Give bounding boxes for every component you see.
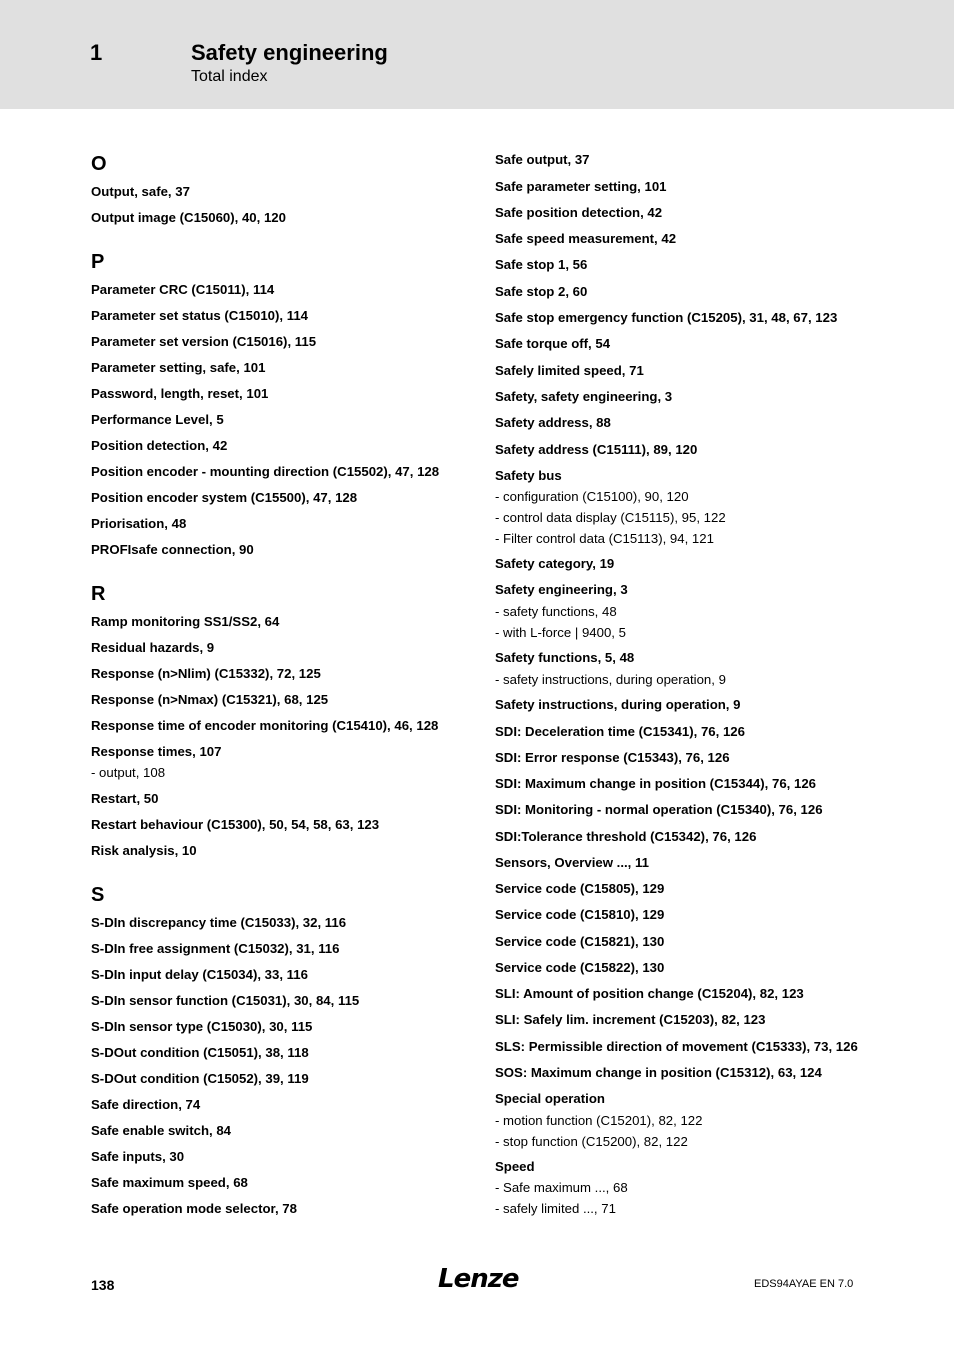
index-entry: S-DIn input delay (C15034), 33, 116	[91, 967, 308, 982]
index-entry: S-DIn sensor function (C15031), 30, 84, 115	[91, 993, 360, 1008]
index-entry: Risk analysis, 10	[91, 843, 197, 858]
index-entry: Output, safe, 37	[91, 184, 190, 199]
index-entry: Safe stop 2, 60	[495, 284, 588, 299]
index-subentry: - safety functions, 48	[495, 604, 617, 619]
index-entry: Ramp monitoring SS1/SS2, 64	[91, 614, 280, 629]
index-letter-o: O	[91, 153, 107, 175]
index-entry: Safety address (C15111), 89, 120	[495, 442, 698, 457]
index-subentry: - safety instructions, during operation, 9	[495, 672, 726, 687]
index-entry: Safe inputs, 30	[91, 1149, 185, 1164]
index-entry: SDI: Deceleration time (C15341), 76, 126	[495, 724, 745, 739]
chapter-number: 1	[90, 40, 103, 65]
index-entry: S-DOut condition (C15051), 38, 118	[91, 1045, 309, 1060]
index-entry: Service code (C15821), 130	[495, 934, 665, 949]
index-entry: Safe direction, 74	[91, 1097, 201, 1112]
index-entry: Safe parameter setting, 101	[495, 179, 667, 194]
index-entry: PROFIsafe connection, 90	[91, 542, 254, 557]
index-entry: Residual hazards, 9	[91, 640, 215, 655]
index-entry: Safe stop 1, 56	[495, 257, 588, 272]
index-entry: Sensors, Overview ..., 11	[495, 855, 649, 870]
index-subentry: - Filter control data (C15113), 94, 121	[495, 531, 714, 546]
index-entry: Position encoder - mounting direction (C15502), 47, 128	[91, 464, 440, 479]
index-entry: Safe torque off, 54	[495, 336, 611, 351]
chapter-subtitle: Total index	[191, 68, 268, 85]
index-entry: Response times, 107	[91, 744, 222, 759]
index-entry: S-DOut condition (C15052), 39, 119	[91, 1071, 309, 1086]
index-entry: S-DIn discrepancy time (C15033), 32, 116	[91, 915, 347, 930]
index-entry: Service code (C15810), 129	[495, 907, 665, 922]
index-entry: Safety, safety engineering, 3	[495, 389, 673, 404]
index-subentry: - output, 108	[91, 765, 166, 780]
index-entry: SDI: Maximum change in position (C15344), 76, 126	[495, 776, 816, 791]
document-id: EDS94AYAE EN 7.0	[754, 1278, 854, 1290]
index-subentry: - configuration (C15100), 90, 120	[495, 489, 689, 504]
index-entry: Safe stop emergency function (C15205), 31, 48, 67, 123	[495, 310, 838, 325]
index-entry: Safe enable switch, 84	[91, 1123, 231, 1138]
index-entry: Safely limited speed, 71	[495, 363, 644, 378]
index-subentry: - Safe maximum ..., 68	[495, 1180, 628, 1195]
index-entry: Response (n>Nmax) (C15321), 68, 125	[91, 692, 329, 707]
index-entry: Safety category, 19	[495, 556, 615, 571]
index-entry: Special operation	[495, 1091, 605, 1106]
index-letter-r: R	[91, 583, 106, 605]
index-subentry: - control data display (C15115), 95, 122	[495, 510, 726, 525]
index-entry: Service code (C15822), 130	[495, 960, 665, 975]
index-entry: Restart, 50	[91, 791, 159, 806]
index-entry: SLS: Permissible direction of movement (C15333), 73, 126	[495, 1039, 858, 1054]
index-entry: Safe speed measurement, 42	[495, 231, 677, 246]
index-entry: Position encoder system (C15500), 47, 128	[91, 490, 358, 505]
index-subentry: - motion function (C15201), 82, 122	[495, 1113, 703, 1128]
index-entry: SDI: Error response (C15343), 76, 126	[495, 750, 730, 765]
index-entry: Parameter set status (C15010), 114	[91, 308, 308, 323]
index-entry: SDI: Monitoring - normal operation (C15340), 76, 126	[495, 802, 823, 817]
page-header	[0, 0, 954, 109]
index-entry: Parameter setting, safe, 101	[91, 360, 266, 375]
index-letter-p: P	[91, 251, 105, 273]
index-subentry: - stop function (C15200), 82, 122	[495, 1134, 688, 1149]
index-entry: Safe position detection, 42	[495, 205, 663, 220]
index-entry: Service code (C15805), 129	[495, 881, 665, 896]
index-entry: Parameter CRC (C15011), 114	[91, 282, 275, 297]
index-entry: Priorisation, 48	[91, 516, 187, 531]
index-entry: Safety bus	[495, 468, 562, 483]
index-entry: Safe operation mode selector, 78	[91, 1201, 297, 1216]
index-entry: SLI: Safely lim. increment (C15203), 82, 123	[495, 1012, 766, 1027]
index-entry: Response (n>Nlim) (C15332), 72, 125	[91, 666, 321, 681]
index-entry: Safety engineering, 3	[495, 582, 628, 597]
index-entry: Restart behaviour (C15300), 50, 54, 58, 63, 123	[91, 817, 380, 832]
index-entry: Safety address, 88	[495, 415, 611, 430]
index-entry: Password, length, reset, 101	[91, 386, 269, 401]
index-entry: Parameter set version (C15016), 115	[91, 334, 317, 349]
index-entry: S-DIn sensor type (C15030), 30, 115	[91, 1019, 313, 1034]
index-entry: SLI: Amount of position change (C15204), 82, 123	[495, 986, 804, 1001]
index-subentry: - safely limited ..., 71	[495, 1201, 616, 1216]
index-entry: S-DIn free assignment (C15032), 31, 116	[91, 941, 340, 956]
index-entry: Safety instructions, during operation, 9	[495, 697, 741, 712]
index-subentry: - with L-force | 9400, 5	[495, 625, 626, 640]
index-entry: Speed	[495, 1159, 535, 1174]
index-entry: Output image (C15060), 40, 120	[91, 210, 286, 225]
index-entry: SDI:Tolerance threshold (C15342), 76, 126	[495, 829, 757, 844]
index-entry: Response time of encoder monitoring (C15410), 46, 128	[91, 718, 439, 733]
lenze-logo: Lenze	[438, 1264, 519, 1294]
index-entry: Position detection, 42	[91, 438, 228, 453]
index-entry: SOS: Maximum change in position (C15312), 63, 124	[495, 1065, 822, 1080]
index-entry: Safe output, 37	[495, 152, 590, 167]
index-letter-s: S	[91, 884, 105, 906]
index-entry: Safe maximum speed, 68	[91, 1175, 248, 1190]
page-number: 138	[91, 1277, 115, 1293]
index-entry: Safety functions, 5, 48	[495, 650, 635, 665]
index-entry: Performance Level, 5	[91, 412, 224, 427]
chapter-title: Safety engineering	[191, 40, 388, 65]
